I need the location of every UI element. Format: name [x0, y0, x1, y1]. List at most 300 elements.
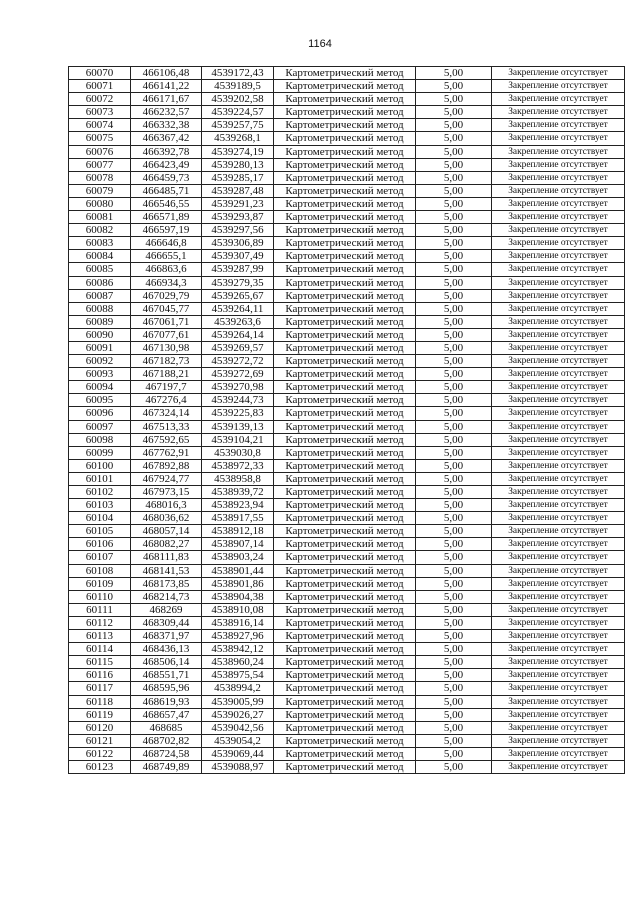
point-number-cell: 60108 [69, 564, 131, 577]
y-coordinate-cell: 4539225,83 [202, 407, 274, 420]
point-number-cell: 60101 [69, 472, 131, 485]
method-cell: Картометрический метод [274, 302, 416, 315]
x-coordinate-cell: 467973,15 [131, 486, 202, 499]
x-coordinate-cell: 466141,22 [131, 80, 202, 93]
table-row [69, 250, 625, 263]
accuracy-cell: 5,00 [416, 381, 492, 394]
point-number-cell: 60105 [69, 525, 131, 538]
x-coordinate-cell: 467077,61 [131, 328, 202, 341]
table-row [69, 472, 625, 485]
point-number-cell: 60106 [69, 538, 131, 551]
point-number-cell: 60100 [69, 459, 131, 472]
fixation-status-cell: Закрепление отсутствует [492, 630, 625, 643]
x-coordinate-cell: 467130,98 [131, 341, 202, 354]
accuracy-cell: 5,00 [416, 145, 492, 158]
table-row [69, 577, 625, 590]
accuracy-cell: 5,00 [416, 708, 492, 721]
fixation-status-cell: Закрепление отсутствует [492, 446, 625, 459]
x-coordinate-cell: 466571,89 [131, 211, 202, 224]
y-coordinate-cell: 4539272,69 [202, 368, 274, 381]
table-row [69, 420, 625, 433]
y-coordinate-cell: 4538960,24 [202, 656, 274, 669]
accuracy-cell: 5,00 [416, 695, 492, 708]
method-cell: Картометрический метод [274, 197, 416, 210]
table-row [69, 368, 625, 381]
table-row [69, 328, 625, 341]
x-coordinate-cell: 467029,79 [131, 289, 202, 302]
y-coordinate-cell: 4539189,5 [202, 80, 274, 93]
y-coordinate-cell: 4538975,54 [202, 669, 274, 682]
accuracy-cell: 5,00 [416, 67, 492, 80]
x-coordinate-cell: 466171,67 [131, 93, 202, 106]
x-coordinate-cell: 466485,71 [131, 184, 202, 197]
x-coordinate-cell: 466332,38 [131, 119, 202, 132]
accuracy-cell: 5,00 [416, 276, 492, 289]
y-coordinate-cell: 4538904,38 [202, 590, 274, 603]
fixation-status-cell: Закрепление отсутствует [492, 184, 625, 197]
point-number-cell: 60104 [69, 512, 131, 525]
point-number-cell: 60098 [69, 433, 131, 446]
method-cell: Картометрический метод [274, 368, 416, 381]
fixation-status-cell: Закрепление отсутствует [492, 525, 625, 538]
table-row [69, 708, 625, 721]
method-cell: Картометрический метод [274, 486, 416, 499]
accuracy-cell: 5,00 [416, 184, 492, 197]
y-coordinate-cell: 4539264,11 [202, 302, 274, 315]
fixation-status-cell: Закрепление отсутствует [492, 93, 625, 106]
accuracy-cell: 5,00 [416, 525, 492, 538]
y-coordinate-cell: 4539104,21 [202, 433, 274, 446]
point-number-cell: 60079 [69, 184, 131, 197]
x-coordinate-cell: 467182,73 [131, 355, 202, 368]
table-row [69, 590, 625, 603]
method-cell: Картометрический метод [274, 551, 416, 564]
table-row [69, 394, 625, 407]
point-number-cell: 60093 [69, 368, 131, 381]
point-number-cell: 60121 [69, 734, 131, 747]
coordinates-table [68, 66, 625, 774]
accuracy-cell: 5,00 [416, 328, 492, 341]
point-number-cell: 60110 [69, 590, 131, 603]
point-number-cell: 60089 [69, 315, 131, 328]
fixation-status-cell: Закрепление отсутствует [492, 355, 625, 368]
y-coordinate-cell: 4538903,24 [202, 551, 274, 564]
fixation-status-cell: Закрепление отсутствует [492, 158, 625, 171]
accuracy-cell: 5,00 [416, 420, 492, 433]
y-coordinate-cell: 4538901,44 [202, 564, 274, 577]
point-number-cell: 60113 [69, 630, 131, 643]
table-row [69, 158, 625, 171]
method-cell: Картометрический метод [274, 721, 416, 734]
table-row [69, 355, 625, 368]
fixation-status-cell: Закрепление отсутствует [492, 590, 625, 603]
accuracy-cell: 5,00 [416, 355, 492, 368]
table-row [69, 564, 625, 577]
point-number-cell: 60086 [69, 276, 131, 289]
y-coordinate-cell: 4539274,19 [202, 145, 274, 158]
accuracy-cell: 5,00 [416, 132, 492, 145]
point-number-cell: 60071 [69, 80, 131, 93]
method-cell: Картометрический метод [274, 446, 416, 459]
x-coordinate-cell: 466459,73 [131, 171, 202, 184]
method-cell: Картометрический метод [274, 394, 416, 407]
table-row [69, 603, 625, 616]
fixation-status-cell: Закрепление отсутствует [492, 747, 625, 760]
method-cell: Картометрический метод [274, 341, 416, 354]
method-cell: Картометрический метод [274, 145, 416, 158]
point-number-cell: 60119 [69, 708, 131, 721]
x-coordinate-cell: 468749,89 [131, 760, 202, 773]
fixation-status-cell: Закрепление отсутствует [492, 145, 625, 158]
point-number-cell: 60075 [69, 132, 131, 145]
y-coordinate-cell: 4539069,44 [202, 747, 274, 760]
y-coordinate-cell: 4539054,2 [202, 734, 274, 747]
table-row [69, 407, 625, 420]
table-row [69, 93, 625, 106]
fixation-status-cell: Закрепление отсутствует [492, 577, 625, 590]
point-number-cell: 60116 [69, 669, 131, 682]
x-coordinate-cell: 468506,14 [131, 656, 202, 669]
fixation-status-cell: Закрепление отсутствует [492, 368, 625, 381]
accuracy-cell: 5,00 [416, 433, 492, 446]
method-cell: Картометрический метод [274, 472, 416, 485]
method-cell: Картометрический метод [274, 237, 416, 250]
method-cell: Картометрический метод [274, 538, 416, 551]
fixation-status-cell: Закрепление отсутствует [492, 381, 625, 394]
x-coordinate-cell: 466646,8 [131, 237, 202, 250]
x-coordinate-cell: 468685 [131, 721, 202, 734]
fixation-status-cell: Закрепление отсутствует [492, 564, 625, 577]
method-cell: Картометрический метод [274, 315, 416, 328]
point-number-cell: 60090 [69, 328, 131, 341]
y-coordinate-cell: 4539244,73 [202, 394, 274, 407]
y-coordinate-cell: 4539280,13 [202, 158, 274, 171]
accuracy-cell: 5,00 [416, 263, 492, 276]
point-number-cell: 60072 [69, 93, 131, 106]
x-coordinate-cell: 468595,96 [131, 682, 202, 695]
fixation-status-cell: Закрепление отсутствует [492, 276, 625, 289]
y-coordinate-cell: 4538939,72 [202, 486, 274, 499]
point-number-cell: 60091 [69, 341, 131, 354]
table-row [69, 184, 625, 197]
x-coordinate-cell: 468657,47 [131, 708, 202, 721]
method-cell: Картометрический метод [274, 67, 416, 80]
point-number-cell: 60074 [69, 119, 131, 132]
y-coordinate-cell: 4538958,8 [202, 472, 274, 485]
fixation-status-cell: Закрепление отсутствует [492, 119, 625, 132]
method-cell: Картометрический метод [274, 93, 416, 106]
point-number-cell: 60070 [69, 67, 131, 80]
method-cell: Картометрический метод [274, 499, 416, 512]
x-coordinate-cell: 467197,7 [131, 381, 202, 394]
x-coordinate-cell: 468016,3 [131, 499, 202, 512]
method-cell: Картометрический метод [274, 328, 416, 341]
table-row [69, 80, 625, 93]
y-coordinate-cell: 4539297,56 [202, 224, 274, 237]
fixation-status-cell: Закрепление отсутствует [492, 211, 625, 224]
y-coordinate-cell: 4538994,2 [202, 682, 274, 695]
method-cell: Картометрический метод [274, 119, 416, 132]
table-row [69, 197, 625, 210]
method-cell: Картометрический метод [274, 525, 416, 538]
accuracy-cell: 5,00 [416, 237, 492, 250]
y-coordinate-cell: 4539005,99 [202, 695, 274, 708]
accuracy-cell: 5,00 [416, 315, 492, 328]
method-cell: Картометрический метод [274, 171, 416, 184]
method-cell: Картометрический метод [274, 564, 416, 577]
table-row [69, 525, 625, 538]
method-cell: Картометрический метод [274, 630, 416, 643]
fixation-status-cell: Закрепление отсутствует [492, 643, 625, 656]
fixation-status-cell: Закрепление отсутствует [492, 302, 625, 315]
y-coordinate-cell: 4538923,94 [202, 499, 274, 512]
point-number-cell: 60109 [69, 577, 131, 590]
table-row [69, 643, 625, 656]
accuracy-cell: 5,00 [416, 538, 492, 551]
table-row [69, 341, 625, 354]
method-cell: Картометрический метод [274, 211, 416, 224]
point-number-cell: 60107 [69, 551, 131, 564]
y-coordinate-cell: 4539264,14 [202, 328, 274, 341]
x-coordinate-cell: 468551,71 [131, 669, 202, 682]
accuracy-cell: 5,00 [416, 603, 492, 616]
x-coordinate-cell: 466367,42 [131, 132, 202, 145]
fixation-status-cell: Закрепление отсутствует [492, 682, 625, 695]
y-coordinate-cell: 4538901,86 [202, 577, 274, 590]
accuracy-cell: 5,00 [416, 590, 492, 603]
x-coordinate-cell: 466597,19 [131, 224, 202, 237]
accuracy-cell: 5,00 [416, 512, 492, 525]
fixation-status-cell: Закрепление отсутствует [492, 171, 625, 184]
table-row [69, 106, 625, 119]
y-coordinate-cell: 4538917,55 [202, 512, 274, 525]
table-row [69, 224, 625, 237]
method-cell: Картометрический метод [274, 433, 416, 446]
x-coordinate-cell: 466546,55 [131, 197, 202, 210]
accuracy-cell: 5,00 [416, 302, 492, 315]
fixation-status-cell: Закрепление отсутствует [492, 328, 625, 341]
table-row [69, 145, 625, 158]
table-row [69, 276, 625, 289]
accuracy-cell: 5,00 [416, 394, 492, 407]
y-coordinate-cell: 4539172,43 [202, 67, 274, 80]
accuracy-cell: 5,00 [416, 747, 492, 760]
table-row [69, 302, 625, 315]
x-coordinate-cell: 466106,48 [131, 67, 202, 80]
method-cell: Картометрический метод [274, 276, 416, 289]
x-coordinate-cell: 468214,73 [131, 590, 202, 603]
x-coordinate-cell: 468702,82 [131, 734, 202, 747]
fixation-status-cell: Закрепление отсутствует [492, 341, 625, 354]
x-coordinate-cell: 468269 [131, 603, 202, 616]
table-row [69, 446, 625, 459]
point-number-cell: 60123 [69, 760, 131, 773]
accuracy-cell: 5,00 [416, 211, 492, 224]
point-number-cell: 60076 [69, 145, 131, 158]
y-coordinate-cell: 4538972,33 [202, 459, 274, 472]
y-coordinate-cell: 4539307,49 [202, 250, 274, 263]
method-cell: Картометрический метод [274, 263, 416, 276]
accuracy-cell: 5,00 [416, 224, 492, 237]
method-cell: Картометрический метод [274, 80, 416, 93]
x-coordinate-cell: 468036,62 [131, 512, 202, 525]
point-number-cell: 60115 [69, 656, 131, 669]
fixation-status-cell: Закрепление отсутствует [492, 499, 625, 512]
table-row [69, 682, 625, 695]
point-number-cell: 60083 [69, 237, 131, 250]
x-coordinate-cell: 467324,14 [131, 407, 202, 420]
method-cell: Картометрический метод [274, 747, 416, 760]
accuracy-cell: 5,00 [416, 106, 492, 119]
y-coordinate-cell: 4539268,1 [202, 132, 274, 145]
accuracy-cell: 5,00 [416, 551, 492, 564]
point-number-cell: 60096 [69, 407, 131, 420]
fixation-status-cell: Закрепление отсутствует [492, 486, 625, 499]
y-coordinate-cell: 4538916,14 [202, 616, 274, 629]
y-coordinate-cell: 4539139,13 [202, 420, 274, 433]
table-row [69, 630, 625, 643]
y-coordinate-cell: 4538912,18 [202, 525, 274, 538]
method-cell: Картометрический метод [274, 669, 416, 682]
accuracy-cell: 5,00 [416, 682, 492, 695]
table-row [69, 721, 625, 734]
y-coordinate-cell: 4539265,67 [202, 289, 274, 302]
table-row [69, 381, 625, 394]
method-cell: Картометрический метод [274, 616, 416, 629]
table-row [69, 734, 625, 747]
fixation-status-cell: Закрепление отсутствует [492, 132, 625, 145]
method-cell: Картометрический метод [274, 656, 416, 669]
fixation-status-cell: Закрепление отсутствует [492, 538, 625, 551]
table-row [69, 551, 625, 564]
fixation-status-cell: Закрепление отсутствует [492, 420, 625, 433]
accuracy-cell: 5,00 [416, 250, 492, 263]
x-coordinate-cell: 467592,65 [131, 433, 202, 446]
point-number-cell: 60084 [69, 250, 131, 263]
table-row [69, 656, 625, 669]
point-number-cell: 60114 [69, 643, 131, 656]
fixation-status-cell: Закрепление отсутствует [492, 669, 625, 682]
point-number-cell: 60102 [69, 486, 131, 499]
accuracy-cell: 5,00 [416, 564, 492, 577]
fixation-status-cell: Закрепление отсутствует [492, 106, 625, 119]
accuracy-cell: 5,00 [416, 368, 492, 381]
point-number-cell: 60087 [69, 289, 131, 302]
x-coordinate-cell: 467045,77 [131, 302, 202, 315]
method-cell: Картометрический метод [274, 158, 416, 171]
fixation-status-cell: Закрепление отсутствует [492, 721, 625, 734]
x-coordinate-cell: 467762,91 [131, 446, 202, 459]
table-row [69, 119, 625, 132]
fixation-status-cell: Закрепление отсутствует [492, 197, 625, 210]
method-cell: Картометрический метод [274, 512, 416, 525]
method-cell: Картометрический метод [274, 682, 416, 695]
fixation-status-cell: Закрепление отсутствует [492, 289, 625, 302]
x-coordinate-cell: 466655,1 [131, 250, 202, 263]
method-cell: Картометрический метод [274, 381, 416, 394]
point-number-cell: 60120 [69, 721, 131, 734]
fixation-status-cell: Закрепление отсутствует [492, 656, 625, 669]
y-coordinate-cell: 4538942,12 [202, 643, 274, 656]
fixation-status-cell: Закрепление отсутствует [492, 512, 625, 525]
accuracy-cell: 5,00 [416, 486, 492, 499]
y-coordinate-cell: 4539291,23 [202, 197, 274, 210]
point-number-cell: 60111 [69, 603, 131, 616]
accuracy-cell: 5,00 [416, 656, 492, 669]
method-cell: Картометрический метод [274, 734, 416, 747]
y-coordinate-cell: 4538910,08 [202, 603, 274, 616]
fixation-status-cell: Закрепление отсутствует [492, 80, 625, 93]
table-row [69, 760, 625, 773]
x-coordinate-cell: 467188,21 [131, 368, 202, 381]
method-cell: Картометрический метод [274, 577, 416, 590]
fixation-status-cell: Закрепление отсутствует [492, 407, 625, 420]
y-coordinate-cell: 4539263,6 [202, 315, 274, 328]
fixation-status-cell: Закрепление отсутствует [492, 250, 625, 263]
accuracy-cell: 5,00 [416, 669, 492, 682]
accuracy-cell: 5,00 [416, 289, 492, 302]
y-coordinate-cell: 4538907,14 [202, 538, 274, 551]
method-cell: Картометрический метод [274, 459, 416, 472]
y-coordinate-cell: 4539030,8 [202, 446, 274, 459]
x-coordinate-cell: 468141,53 [131, 564, 202, 577]
y-coordinate-cell: 4539270,98 [202, 381, 274, 394]
fixation-status-cell: Закрепление отсутствует [492, 394, 625, 407]
method-cell: Картометрический метод [274, 407, 416, 420]
point-number-cell: 60082 [69, 224, 131, 237]
x-coordinate-cell: 466232,57 [131, 106, 202, 119]
y-coordinate-cell: 4539287,99 [202, 263, 274, 276]
x-coordinate-cell: 468173,85 [131, 577, 202, 590]
point-number-cell: 60088 [69, 302, 131, 315]
accuracy-cell: 5,00 [416, 577, 492, 590]
table-row [69, 289, 625, 302]
table-row [69, 171, 625, 184]
point-number-cell: 60092 [69, 355, 131, 368]
accuracy-cell: 5,00 [416, 407, 492, 420]
accuracy-cell: 5,00 [416, 472, 492, 485]
accuracy-cell: 5,00 [416, 721, 492, 734]
x-coordinate-cell: 466863,6 [131, 263, 202, 276]
table-row [69, 67, 625, 80]
method-cell: Картометрический метод [274, 603, 416, 616]
fixation-status-cell: Закрепление отсутствует [492, 315, 625, 328]
x-coordinate-cell: 468436,13 [131, 643, 202, 656]
accuracy-cell: 5,00 [416, 630, 492, 643]
table-row [69, 486, 625, 499]
x-coordinate-cell: 467513,33 [131, 420, 202, 433]
fixation-status-cell: Закрепление отсутствует [492, 695, 625, 708]
fixation-status-cell: Закрепление отсутствует [492, 603, 625, 616]
x-coordinate-cell: 468619,93 [131, 695, 202, 708]
method-cell: Картометрический метод [274, 250, 416, 263]
fixation-status-cell: Закрепление отсутствует [492, 734, 625, 747]
x-coordinate-cell: 468111,83 [131, 551, 202, 564]
table-row [69, 459, 625, 472]
table-row [69, 669, 625, 682]
table-row [69, 263, 625, 276]
y-coordinate-cell: 4539272,72 [202, 355, 274, 368]
page-number: 1164 [308, 38, 332, 50]
fixation-status-cell: Закрепление отсутствует [492, 708, 625, 721]
x-coordinate-cell: 468309,44 [131, 616, 202, 629]
accuracy-cell: 5,00 [416, 93, 492, 106]
accuracy-cell: 5,00 [416, 760, 492, 773]
point-number-cell: 60103 [69, 499, 131, 512]
fixation-status-cell: Закрепление отсутствует [492, 760, 625, 773]
accuracy-cell: 5,00 [416, 171, 492, 184]
method-cell: Картометрический метод [274, 708, 416, 721]
